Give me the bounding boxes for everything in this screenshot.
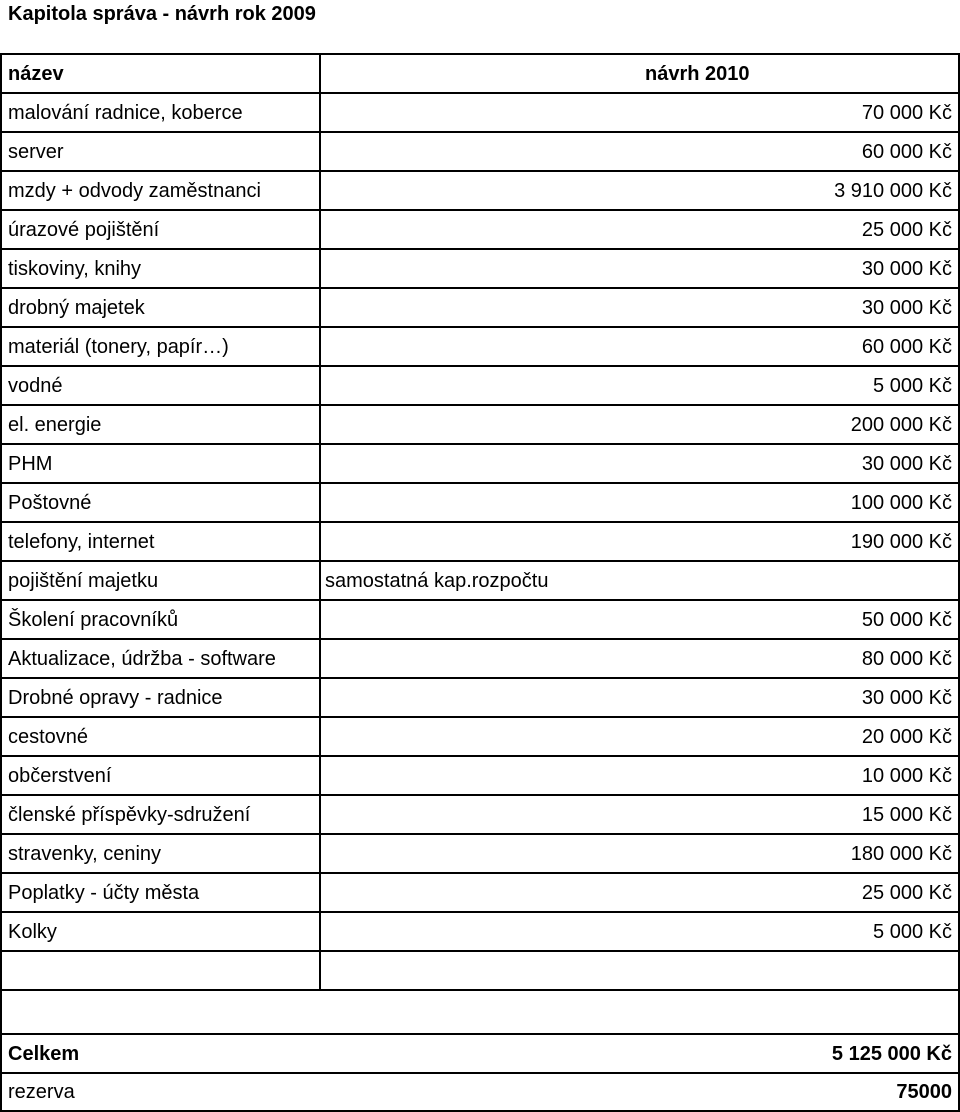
row-name: Školení pracovníků [8,609,179,631]
row-name: PHM [8,453,53,475]
total-label: Celkem [8,1043,80,1065]
row-divider [0,560,960,562]
row-amount: 30 000 Kč [861,453,952,475]
row-name: tiskoviny, knihy [8,258,142,280]
row-name: Aktualizace, údržba - software [8,648,276,670]
row-divider [0,833,960,835]
row-name: malování radnice, koberce [8,102,243,124]
total-amount: 5 125 000 Kč [831,1043,952,1065]
row-divider [0,716,960,718]
row-name: vodné [8,375,63,397]
row-divider [0,521,960,523]
row-name: cestovné [8,726,89,748]
row-divider [0,443,960,445]
row-divider [0,638,960,640]
row-divider [0,326,960,328]
row-amount: 200 000 Kč [850,414,952,436]
header-name: název [8,63,64,85]
row-name: el. energie [8,414,102,436]
row-divider [0,950,960,952]
row-amount: 30 000 Kč [861,687,952,709]
row-divider [0,209,960,211]
row-amount: 5 000 Kč [873,375,952,397]
row-name: občerstvení [8,765,112,787]
row-divider [0,677,960,679]
row-amount: 25 000 Kč [861,882,952,904]
row-name: stravenky, ceniny [8,843,162,865]
row-amount: 15 000 Kč [861,804,952,826]
row-amount: 60 000 Kč [861,336,952,358]
row-divider [0,404,960,406]
row-amount: 100 000 Kč [850,492,952,514]
row-divider [0,794,960,796]
row-divider [0,365,960,367]
row-name: server [8,141,64,163]
row-name: Poštovné [8,492,92,514]
row-name: pojištění majetku [8,570,159,592]
row-divider [0,482,960,484]
row-divider [0,872,960,874]
row-name: členské příspěvky-sdružení [8,804,251,826]
row-divider [0,911,960,913]
row-amount: 80 000 Kč [861,648,952,670]
row-amount: 3 910 000 Kč [834,180,952,202]
row-divider [0,755,960,757]
row-divider [0,1072,960,1074]
row-amount: 20 000 Kč [861,726,952,748]
row-name: drobný majetek [8,297,145,319]
reserve-amount: 75000 [896,1081,952,1103]
table-left-border [0,53,2,1112]
row-amount: 10 000 Kč [861,765,952,787]
row-divider [0,1033,960,1035]
row-name: Poplatky - účty města [8,882,200,904]
document-title: Kapitola správa - návrh rok 2009 [8,3,316,25]
row-divider [0,170,960,172]
header-amount: návrh 2010 [645,63,750,85]
table-top-border [0,53,960,55]
row-amount: 25 000 Kč [861,219,952,241]
row-divider [0,989,960,991]
row-amount: 180 000 Kč [850,843,952,865]
reserve-label: rezerva [8,1081,75,1103]
row-divider [0,599,960,601]
row-amount: 190 000 Kč [850,531,952,553]
row-amount: 30 000 Kč [861,297,952,319]
row-amount: 5 000 Kč [873,921,952,943]
row-amount: 70 000 Kč [861,102,952,124]
row-note: samostatná kap.rozpočtu [325,570,549,592]
row-name: telefony, internet [8,531,155,553]
row-name: materiál (tonery, papír…) [8,336,229,358]
row-amount: 30 000 Kč [861,258,952,280]
row-divider [0,287,960,289]
row-divider [0,248,960,250]
row-divider [0,131,960,133]
row-name: Drobné opravy - radnice [8,687,223,709]
row-amount: 50 000 Kč [861,609,952,631]
column-divider [319,53,321,989]
row-name: mzdy + odvody zaměstnanci [8,180,261,202]
row-amount: 60 000 Kč [861,141,952,163]
row-divider [0,92,960,94]
row-name: úrazové pojištění [8,219,160,241]
row-name: Kolky [8,921,57,943]
